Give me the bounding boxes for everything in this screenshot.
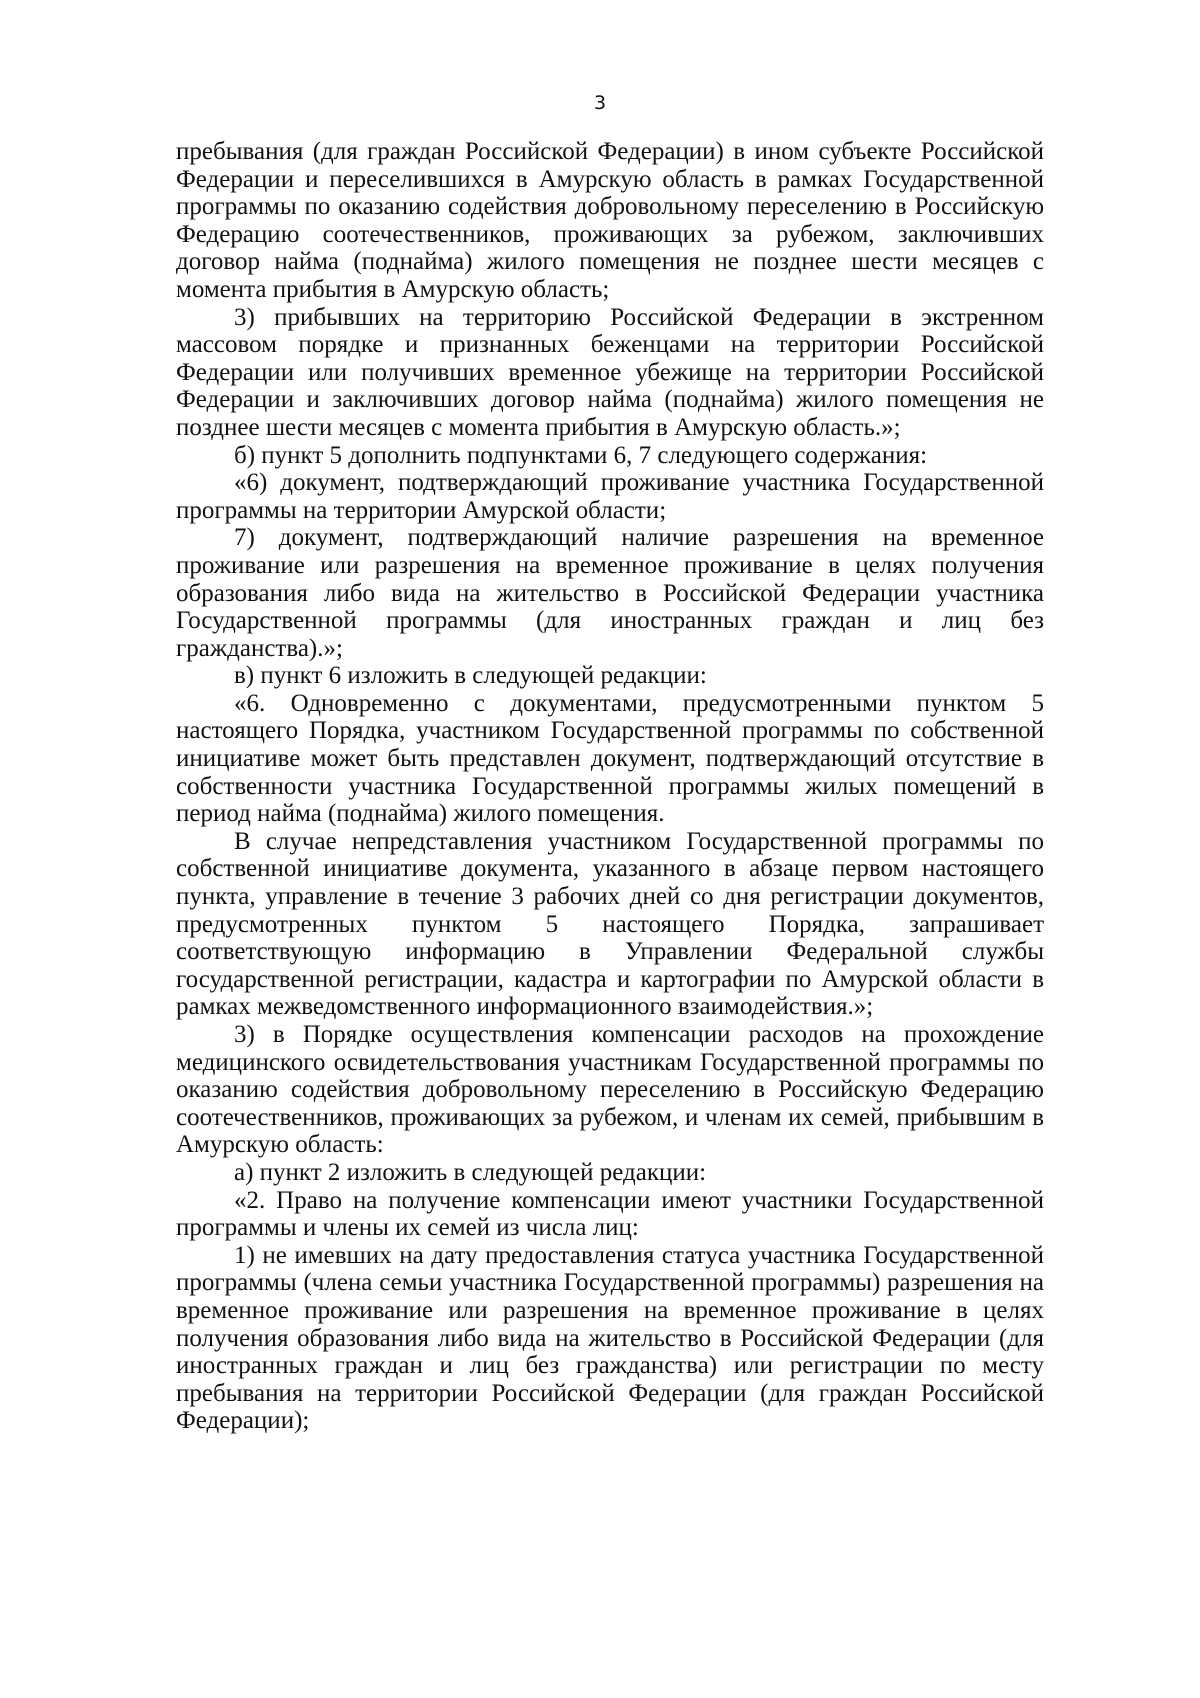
paragraph-point-6: «6. Одновременно с документами, предусмотренными пунктом 5 настоящего Порядка, участником Государственной программы по собственной инициативе может быть представлен документ, подтверждающий отсутствие в собственности участника Государственной программы жилых помещений в период найма (поднайма) жилого помещения.	[176, 689, 1044, 828]
paragraph-subitem-6: «6) документ, подтверждающий проживание участника Государственной программы на территории Амурской области;	[176, 469, 1044, 524]
paragraph-amendment-a: а) пункт 2 изложить в следующей редакции:	[234, 1158, 707, 1186]
page-number: 3	[593, 92, 607, 114]
paragraph-subitem-7: 7) документ, подтверждающий наличие разрешения на временное проживание или разрешения на временное проживание в целях получения образования либо вида на жительство в Российской Федерации участника Государственной программы (для иностранных граждан и лиц без гражданства).»;	[176, 524, 1044, 662]
paragraph-point-6-second: В случае непредставления участником Государственной программы по собственной инициативе документа, указанного в абзаце первом настоящего пункта, управление в течение 3 рабочих дней со дня регистрации документов, предусмотренных пунктом 5 настоящего Порядка, запрашивает соответствующую информацию в Управлении Федеральной службы государственной регистрации, кадастра и картографии по Амурской области в рамках межведомственного информационного взаимодействия.»;	[176, 827, 1044, 1021]
paragraph-point-2: «2. Право на получение компенсации имеют участники Государственной программы и члены их семей из числа лиц:	[176, 1186, 1044, 1242]
paragraph-amendment-v: в) пункт 6 изложить в следующей редакции:	[234, 662, 707, 690]
paragraph-subitem-1: 1) не имевших на дату предоставления статуса участника Государственной программы (члена семьи участника Государственной программы) разрешения на временное проживание или разрешения на временное проживание в целях получения образования либо вида на жительство в Российской Федерации (для иностранных граждан и лиц без гражданства) или регистрации по месту пребывания на территории Российской Федерации (для граждан Российской Федерации);	[176, 1241, 1044, 1435]
paragraph-continuation: пребывания (для граждан Российской Федерации) в ином субъекте Российской Федерации и переселившихся в Амурскую область в рамках Государственной программы по оказанию содействия добровольному переселению в Российскую Федерацию соотечественников, проживающих за рубежом, заключивших договор найма (поднайма) жилого помещения не позднее шести месяцев с момента прибытия в Амурскую область;	[176, 138, 1044, 303]
paragraph-subitem-3-refugees: 3) прибывших на территорию Российской Федерации в экстренном массовом порядке и признанных беженцами на территории Российской Федерации или получивших временное убежище на территории Российской Федерации и заключивших договор найма (поднайма) жилого помещения не позднее шести месяцев с момента прибытия в Амурскую область.»;	[176, 303, 1044, 441]
paragraph-item-3-procedure: 3) в Порядке осуществления компенсации расходов на прохождение медицинского освидетельствования участникам Государственной программы по оказанию содействия добровольному переселению в Российскую Федерацию соотечественников, проживающих за рубежом, и членам их семей, прибывшим в Амурскую область:	[176, 1021, 1044, 1159]
paragraph-amendment-b: б) пункт 5 дополнить подпунктами 6, 7 следующего содержания:	[234, 441, 928, 469]
document-body	[176, 138, 1044, 1435]
